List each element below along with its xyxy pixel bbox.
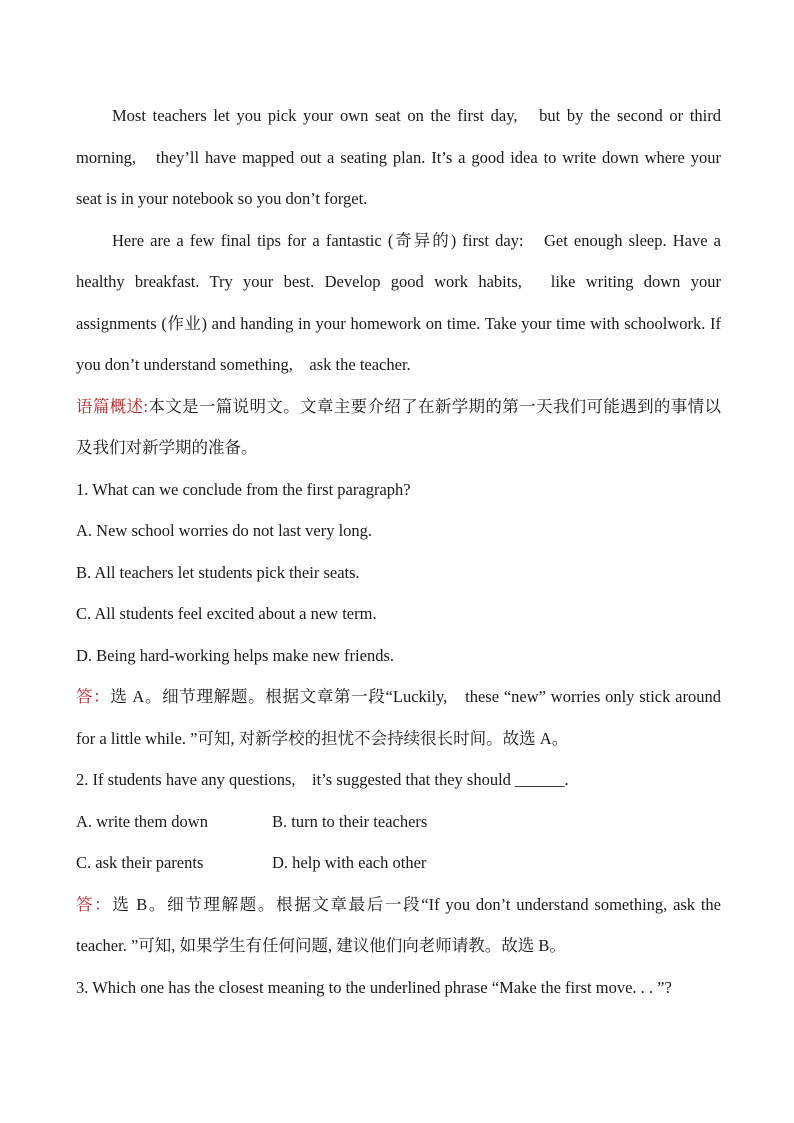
passage-paragraph-2: Here are a few final tips for a fantastic (奇异的) first day: Get enough sleep. Have a healthy breakfast. Try your best. Develop good work habits, like writing down your assignments (作业) and handing in your homework on time. Take your time with schoolwork. If you don’t understand something, ask the teacher.	[76, 230, 721, 374]
question-1: 1. What can we conclude from the first paragraph?	[76, 479, 411, 499]
question-1-option-a: A. New school worries do not last very long.	[76, 521, 373, 540]
question-1-option-b: B. All teachers let students pick their seats.	[76, 562, 360, 582]
question-1-option-c: C. All students feel excited about a new term.	[76, 604, 377, 623]
question-3: 3. Which one has the closest meaning to the underlined phrase “Make the first move. . . ”?	[76, 977, 672, 997]
answer-1	[76, 676, 721, 759]
question-2-options-row-1	[76, 801, 721, 843]
question-2-options-row-2	[76, 842, 721, 884]
question-2-option-a: A. write them down	[76, 811, 208, 831]
answer-1-label: 答：	[76, 687, 111, 706]
answer-2-text: 选 B。细节理解题。根据文章最后一段“If you don’t understand something, ask the teacher. ”可知, 如果学生有任何问题, 建议他们向老师请教。故选 B。	[76, 894, 722, 955]
document-body	[76, 95, 721, 1008]
question-1-option-d: D. Being hard-working helps make new friends.	[76, 645, 395, 665]
answer-1-text: 选 A。细节理解题。根据文章第一段“Luckily, these “new” worries only stick around for a little while. ”可知, 对新学校的担忧不会持续很长时间。故选 A。	[76, 687, 722, 748]
summary-label: 语篇概述:	[76, 396, 148, 416]
question-2-option-c: C. ask their parents	[76, 853, 204, 872]
passage-paragraph-1: Most teachers let you pick your own seat on the first day, but by the second or third morning, they’ll have mapped out a seating plan. It’s a good idea to write down where your seat is in your notebook so you don’t forget.	[76, 106, 721, 208]
summary-text: 本文是一篇说明文。文章主要介绍了在新学期的第一天我们可能遇到的事情以及我们对新学期的准备。	[76, 396, 721, 457]
summary	[76, 386, 721, 469]
question-2-option-b: B. turn to their teachers	[272, 811, 428, 831]
question-2-option-d: D. help with each other	[272, 853, 427, 872]
question-2: 2. If students have any questions, it’s suggested that they should ______.	[76, 770, 569, 789]
answer-2-label: 答：	[76, 894, 113, 914]
answer-2	[76, 884, 721, 967]
